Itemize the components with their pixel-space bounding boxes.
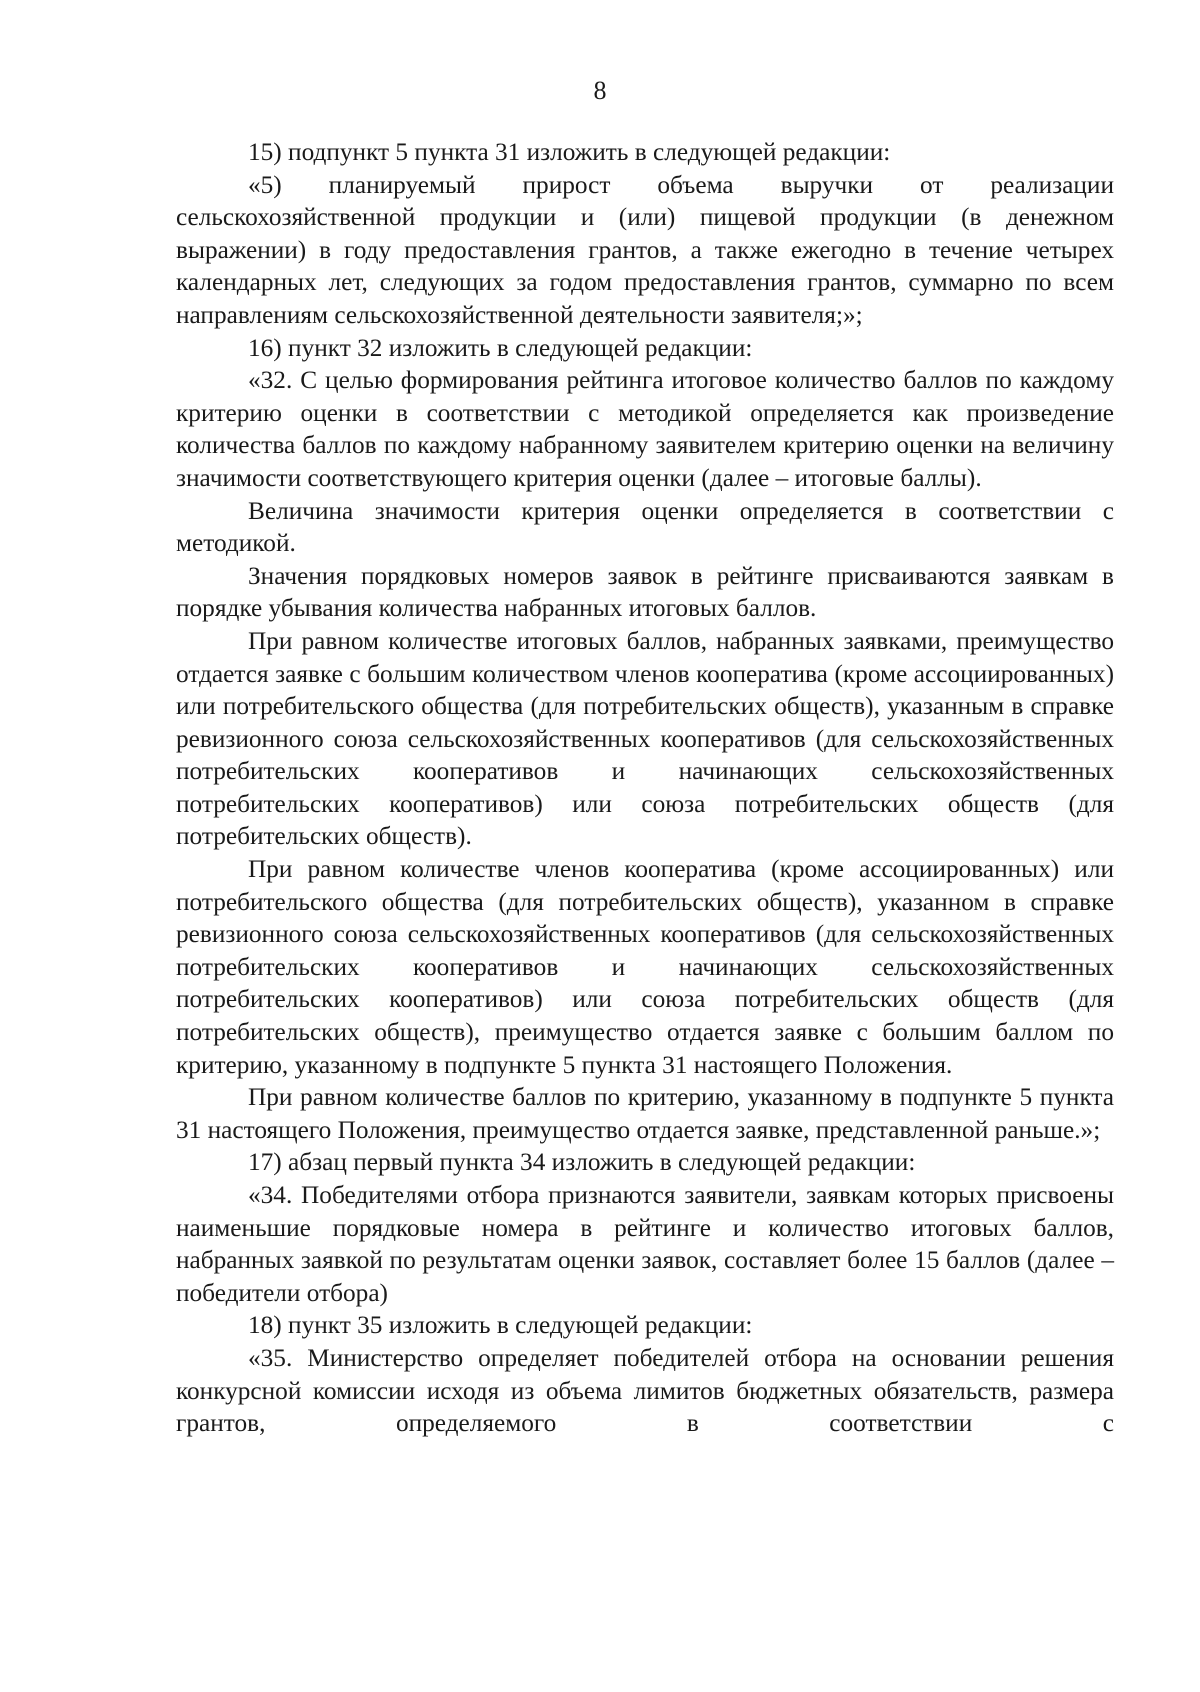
- paragraph-item-15: 15) подпункт 5 пункта 31 изложить в следующей редакции:: [248, 138, 891, 166]
- paragraph-significance: Величина значимости критерия оценки определяется в соответствии с методикой.: [176, 496, 1114, 558]
- page-number: 8: [593, 76, 607, 105]
- paragraph-point-35-text: «35. Министерство определяет победителей отбора на основании решения конкурсной комиссии исходя из объема лимитов бюджетных обязательств, размера грантов, определяемого в соответствии с: [176, 1343, 1114, 1438]
- paragraph-item-17: 17) абзац первый пункта 34 изложить в следующей редакции:: [248, 1148, 916, 1177]
- paragraph-item-16: 16) пункт 32 изложить в следующей редакции:: [248, 333, 753, 362]
- document-body: [176, 136, 1114, 1440]
- paragraph-equal-members: При равном количестве членов кооператива (кроме ассоциированных) или потребительского общества (для потребительских обществ), указанном в справке ревизионного союза сельскохозяйственных кооперативов (для сельскохозяйственных потребительских кооперативов и начинающих сельскохозяйственных потребительских кооперативов) или союза потребительских обществ (для потребительских обществ), преимущество отдается заявке с большим баллом по критерию, указанному в подпункте 5 пункта 31 настоящего Положения.: [176, 855, 1114, 1079]
- paragraph-subitem-5-text: «5) планируемый прирост объема выручки от реализации сельскохозяйственной продукции и (или) пищевой продукции (в денежном выражении) в году предоставления грантов, а также ежегодно в течение четырех календарных лет, следующих за годом предоставления грантов, суммарно по всем направлениям сельскохозяйственной деятельности заявителя;»;: [176, 170, 1114, 329]
- paragraph-point-32-text: «32. С целью формирования рейтинга итоговое количество баллов по каждому критерию оценки в соответствии с методикой определяется как произведение количества баллов по каждому набранному заявителем критерию оценки на величину значимости соответствующего критерия оценки (далее – итоговые баллы).: [176, 366, 1114, 492]
- paragraph-ranking-order: Значения порядковых номеров заявок в рейтинге присваиваются заявкам в порядке убывания количества набранных итоговых баллов.: [176, 561, 1114, 623]
- paragraph-point-34-text: «34. Победителями отбора признаются заявители, заявкам которых присвоены наименьшие порядковые номера в рейтинге и количество итоговых баллов, набранных заявкой по результатам оценки заявок, составляет более 15 баллов (далее – победители отбора): [176, 1181, 1114, 1307]
- paragraph-item-18: 18) пункт 35 изложить в следующей редакции:: [248, 1311, 753, 1340]
- paragraph-equal-criterion: При равном количестве баллов по критерию, указанному в подпункте 5 пункта 31 настоящего Положения, преимущество отдается заявке, представленной раньше.»;: [176, 1083, 1114, 1144]
- paragraph-equal-scores: При равном количестве итоговых баллов, набранных заявками, преимущество отдается заявке с большим количеством членов кооператива (кроме ассоциированных) или потребительского общества (для потребительских обществ), указанным в справке ревизионного союза сельскохозяйственных кооперативов (для сельскохозяйственных потребительских кооперативов и начинающих сельскохозяйственных потребительских кооперативов) или союза потребительских обществ (для потребительских обществ).: [176, 626, 1114, 851]
